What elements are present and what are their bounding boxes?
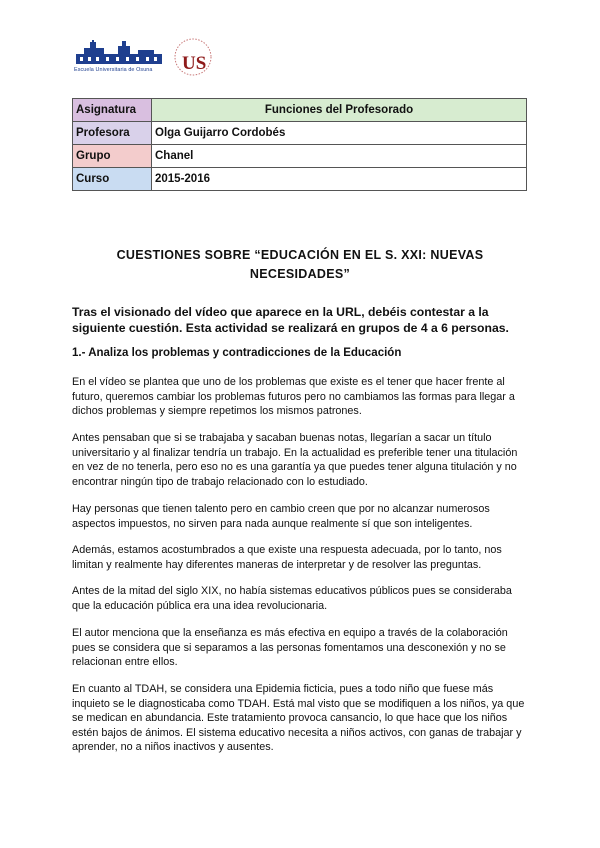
paragraph: Además, estamos acostumbrados a que existe una respuesta adecuada, por lo tanto, nos limitan y realmente hay diferentes maneras de interpretar y de resolver las preguntas.	[72, 544, 502, 571]
escuela-caption: Escuela Universitaria de Osuna	[74, 67, 153, 73]
paragraph: Antes de la mitad del siglo XIX, no había sistemas educativos públicos pues se consideraba que la educación pública era una idea revolucionaria.	[72, 585, 512, 612]
row-label: Curso	[73, 168, 152, 191]
row-value: Olga Guijarro Cordobés	[152, 122, 527, 145]
building-icon	[76, 40, 162, 66]
table-row	[73, 122, 527, 145]
svg-text:US: US	[182, 53, 207, 74]
row-value: 2015-2016	[152, 168, 527, 191]
us-logo	[168, 36, 214, 80]
intro-text: Tras el visionado del vídeo que aparece en la URL, debéis contestar a la siguiente cuestión. Esta actividad se realizará en grupos de 4 a 6 personas.	[72, 305, 509, 335]
document-title: CUESTIONES SOBRE “EDUCACIÓN EN EL S. XXI: NUEVAS NECESIDADES”	[116, 248, 484, 281]
info-table	[72, 98, 527, 191]
university-seal-icon	[168, 36, 214, 80]
section-heading: 1.- Analiza los problemas y contradicciones de la Educación	[72, 347, 402, 359]
paragraph: El autor menciona que la enseñanza es más efectiva en equipo a través de la colaboración pues se considera que si separamos a las personas fomentamos una desconexión y no se relacionan entre ellos.	[72, 627, 508, 669]
escuela-logo	[74, 36, 166, 80]
table-row	[73, 168, 527, 191]
row-value: Funciones del Profesorado	[152, 99, 527, 122]
row-label: Grupo	[73, 145, 152, 168]
row-value: Chanel	[152, 145, 527, 168]
row-label: Profesora	[73, 122, 152, 145]
paragraph: Hay personas que tienen talento pero en cambio creen que por no alcanzar numerosos aspectos impuestos, no sirven para nada aunque realmente sí que son inteligentes.	[72, 503, 490, 530]
table-row	[73, 99, 527, 122]
header-logos	[74, 36, 214, 80]
paragraph: En cuanto al TDAH, se considera una Epidemia ficticia, pues a todo niño que fuese más inquieto se le diagnosticaba como TDAH. Está mal visto que se modifiquen a los niños, ya que se medican en abundancia. Este tratamiento provoca cansancio, lo que hace que los niños estén bajos de ánimos. El sistema educativo necesita a niños activos, con ganas de trabajar y aprender, no a niños inactivos y ausentes.	[72, 683, 525, 754]
paragraph: En el vídeo se plantea que uno de los problemas que existe es el tener que hacer frente al futuro, queremos cambiar los problemas futuros pero no cambiamos las formas para llegar a dichos problemas y siempre repetimos los mismos patrones.	[72, 376, 515, 418]
paragraph: Antes pensaban que si se trabajaba y sacaban buenas notas, llegarían a sacar un título universitario y al finalizar tendría un trabajo. En la actualidad es preferible tener una titulación en vez de no tenerla, pero eso no es una garantía ya que puedes tener alguna titulación y no encontrar ningún tipo de trabajo relacionado con lo estudiado.	[72, 432, 518, 488]
table-row	[73, 145, 527, 168]
row-label: Asignatura	[73, 99, 152, 122]
